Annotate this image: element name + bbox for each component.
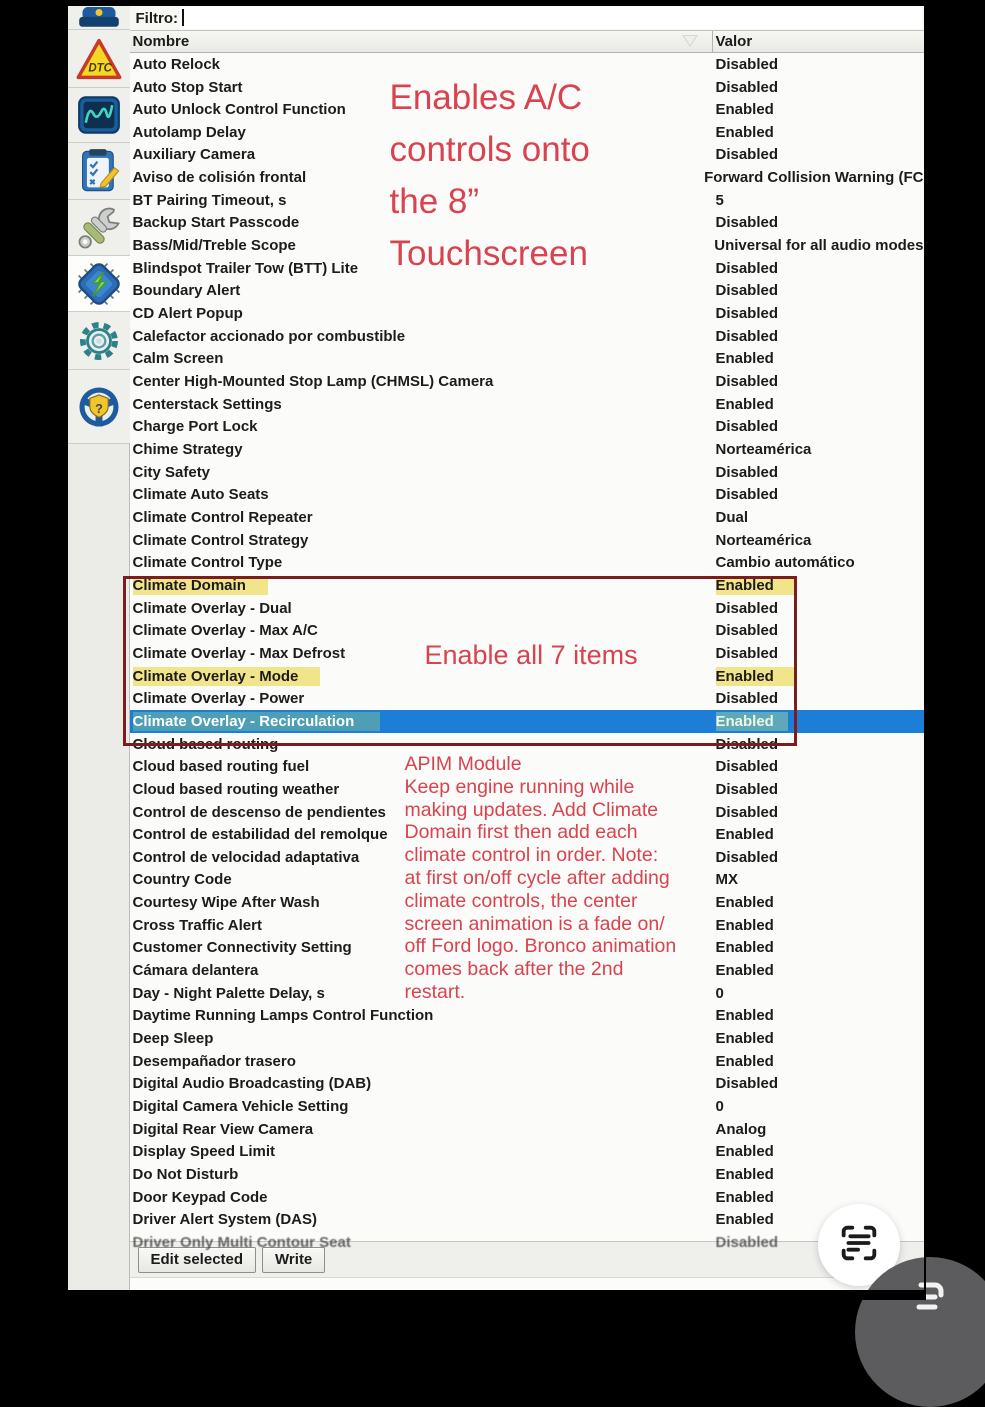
sidebar-item-programming[interactable]: [68, 256, 130, 312]
table-row[interactable]: Driver Alert System (DAS) Enabled: [130, 1208, 924, 1231]
table-row[interactable]: Climate Domain Enabled: [130, 574, 924, 597]
table-row[interactable]: Door Keypad Code Enabled: [130, 1186, 924, 1209]
table-row[interactable]: Daytime Running Lamps Control Function Enabled: [130, 1005, 924, 1028]
table-row[interactable]: City Safety Disabled: [130, 461, 924, 484]
steering-help-icon: [76, 384, 122, 430]
column-header-valor[interactable]: Valor: [713, 31, 924, 52]
table-row[interactable]: Cross Traffic Alert Enabled: [130, 914, 924, 937]
table-row[interactable]: Cámara delantera Enabled: [130, 959, 924, 982]
sidebar-item-vehicle[interactable]: [68, 6, 130, 30]
checklist-config-icon: [77, 148, 121, 194]
table-row[interactable]: Cloud based routing Disabled: [130, 733, 924, 756]
table-row[interactable]: Auto Stop Start Disabled: [130, 76, 924, 99]
oscilloscope-icon: [77, 93, 121, 137]
table-row[interactable]: Climate Overlay - Mode Enabled: [130, 665, 924, 688]
text-caret: [182, 9, 184, 26]
table-row[interactable]: Customer Connectivity Setting Enabled: [130, 937, 924, 960]
table-row[interactable]: CD Alert Popup Disabled: [130, 302, 924, 325]
table-row[interactable]: Chime Strategy Norteamérica: [130, 438, 924, 461]
table-row[interactable]: Auto Unlock Control Function Enabled: [130, 98, 924, 121]
sidebar-item-help[interactable]: [68, 370, 130, 444]
filter-label: Filtro:: [136, 10, 179, 27]
table-row[interactable]: Climate Overlay - Dual Disabled: [130, 597, 924, 620]
table-row[interactable]: Control de estabilidad del remolque Enabled: [130, 823, 924, 846]
svg-text:?: ?: [95, 401, 103, 415]
table-row[interactable]: Digital Camera Vehicle Setting 0: [130, 1095, 924, 1118]
table-row[interactable]: Climate Control Strategy Norteamérica: [130, 529, 924, 552]
frame-edge-right: [924, 0, 926, 1300]
filter-input[interactable]: [180, 7, 922, 29]
table-row[interactable]: Control de velocidad adaptativa Disabled: [130, 846, 924, 869]
gear-settings-icon: [76, 318, 122, 364]
svg-text:DTC: DTC: [88, 62, 112, 74]
table-row[interactable]: Control de descenso de pendientes Disabled: [130, 801, 924, 824]
table-row[interactable]: Country Code MX: [130, 869, 924, 892]
main-panel: [130, 6, 924, 1290]
screen: [60, 0, 926, 1300]
table-row[interactable]: Climate Overlay - Power Disabled: [130, 687, 924, 710]
annotation-enable-note: Enable all 7 items: [425, 640, 638, 671]
table-row[interactable]: Climate Auto Seats Disabled: [130, 483, 924, 506]
table-row[interactable]: Climate Overlay - Recirculation Enabled: [130, 710, 924, 733]
table-row[interactable]: Digital Audio Broadcasting (DAB) Disabled: [130, 1073, 924, 1096]
frame-edge-top: [60, 0, 926, 6]
dtc-warning-icon: [76, 37, 122, 81]
table-row[interactable]: Do Not Disturb Enabled: [130, 1163, 924, 1186]
table-row[interactable]: Centerstack Settings Enabled: [130, 393, 924, 416]
sidebar-item-configuration[interactable]: [68, 143, 130, 200]
sidebar-item-oscilloscope[interactable]: [68, 88, 130, 143]
table-rows: [130, 53, 924, 1241]
table-row[interactable]: Digital Rear View Camera Analog: [130, 1118, 924, 1141]
filter-bar: [130, 6, 924, 31]
annotation-apim-note: APIM Module Keep engine running while making updates. Add Climate Domain first then add each climate control in order. Note: at first on/off cycle after adding climate controls, the center screen animation is a fade on/ off Ford logo. Bronco animation comes back after the 2nd restart.: [405, 753, 735, 1004]
table-row[interactable]: Center High-Mounted Stop Lamp (CHMSL) Camera Disabled: [130, 370, 924, 393]
table-row[interactable]: Boundary Alert Disabled: [130, 280, 924, 303]
table-row[interactable]: Cloud based routing weather Disabled: [130, 778, 924, 801]
sidebar-item-dtc[interactable]: [68, 30, 130, 88]
table-row[interactable]: Cloud based routing fuel Disabled: [130, 755, 924, 778]
table-row[interactable]: Bass/Mid/Treble Scope Universal for all audio modes: [130, 234, 924, 257]
table-row[interactable]: Day - Night Palette Delay, s 0: [130, 982, 924, 1005]
wrench-service-icon: [76, 205, 122, 251]
table-row[interactable]: Backup Start Passcode Disabled: [130, 212, 924, 235]
write-button[interactable]: Write: [262, 1247, 325, 1273]
table-row[interactable]: Courtesy Wipe After Wash Enabled: [130, 891, 924, 914]
table-row[interactable]: Aviso de colisión frontal Forward Collision Warning (FC: [130, 166, 924, 189]
text-scan-icon: [836, 1220, 882, 1271]
table-row[interactable]: Autolamp Delay Enabled: [130, 121, 924, 144]
table-row[interactable]: Blindspot Trailer Tow (BTT) Lite Disabled: [130, 257, 924, 280]
table-row[interactable]: Display Speed Limit Enabled: [130, 1141, 924, 1164]
column-header-nombre[interactable]: Nombre: [130, 31, 713, 52]
table-row[interactable]: Auto Relock Disabled: [130, 53, 924, 76]
frame-edge-bottom: [60, 1290, 926, 1300]
status-strip: [130, 1277, 924, 1290]
sidebar-item-settings[interactable]: [68, 312, 130, 370]
frame-edge-left: [60, 0, 68, 1300]
table-row[interactable]: Climate Overlay - Max Defrost Disabled: [130, 642, 924, 665]
sidebar: [68, 6, 130, 1290]
table-row[interactable]: Climate Overlay - Max A/C Disabled: [130, 619, 924, 642]
annotation-headline: Enables A/C controls onto the 8” Touchscreen: [390, 72, 790, 280]
table-row[interactable]: Calefactor accionado por combustible Disabled: [130, 325, 924, 348]
table-row[interactable]: Desempañador trasero Enabled: [130, 1050, 924, 1073]
sort-indicator-icon: [682, 35, 698, 47]
table-row[interactable]: Charge Port Lock Disabled: [130, 416, 924, 439]
sidebar-item-service[interactable]: [68, 200, 130, 256]
table-row[interactable]: BT Pairing Timeout, s 5: [130, 189, 924, 212]
table-row[interactable]: Deep Sleep Enabled: [130, 1027, 924, 1050]
forscan-app-window: [68, 6, 924, 1290]
table-row[interactable]: Climate Control Type Cambio automático: [130, 551, 924, 574]
table-row[interactable]: Calm Screen Enabled: [130, 348, 924, 371]
car-icon: [77, 7, 121, 29]
table-row[interactable]: Auxiliary Camera Disabled: [130, 144, 924, 167]
table-header: [130, 31, 924, 53]
edit-selected-button[interactable]: Edit selected: [138, 1247, 257, 1273]
table-row[interactable]: Driver Only Multi Contour Seat Disabled: [130, 1231, 924, 1254]
chip-programming-icon: [75, 260, 123, 308]
table-row[interactable]: Climate Control Repeater Dual: [130, 506, 924, 529]
